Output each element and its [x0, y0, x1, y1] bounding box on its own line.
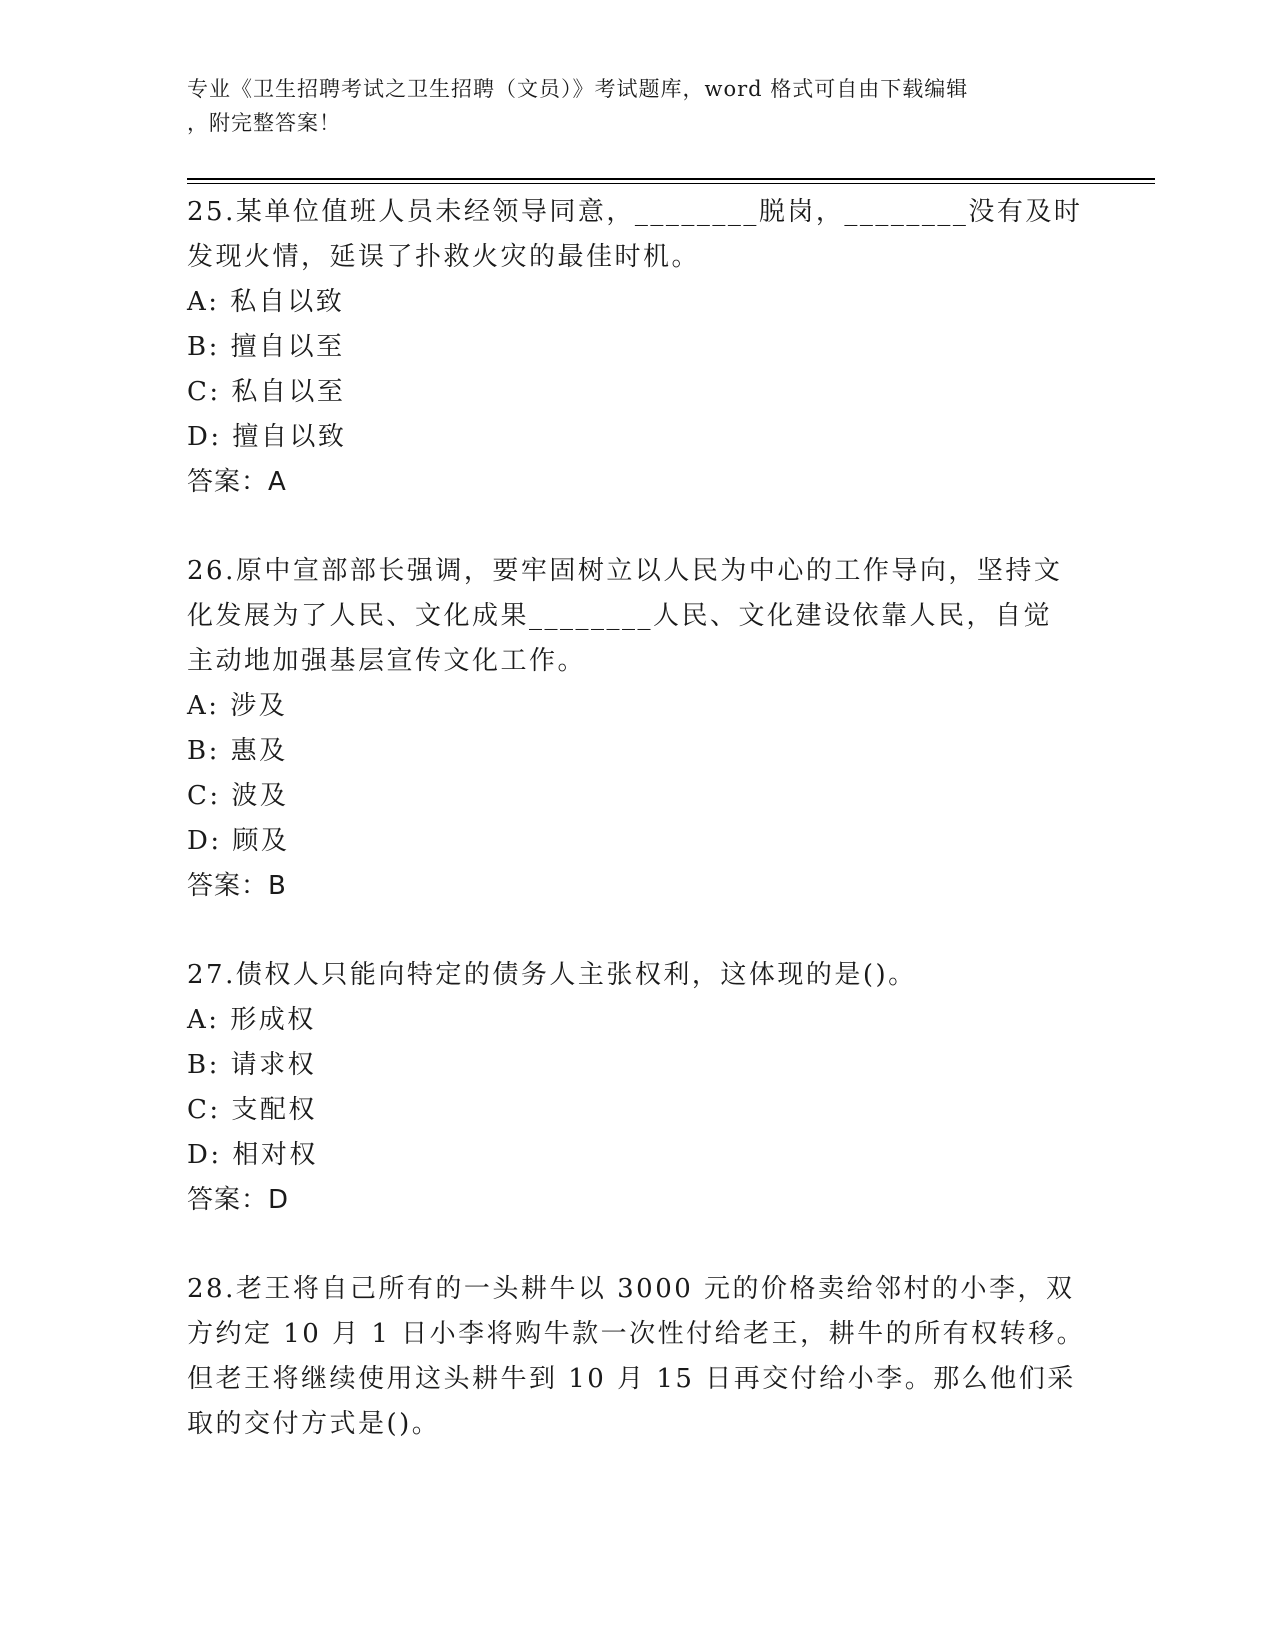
stem-line: 发现火情，延误了扑救火灾的最佳时机。 — [187, 242, 701, 272]
question-27 — [187, 953, 1087, 1223]
option-c: C: 支配权 — [187, 1095, 317, 1125]
stem-line: 化发展为了人民、文化成果________人民、文化建设依靠人民，自觉 — [187, 601, 1053, 631]
header-line-2: ，附完整答案！ — [187, 111, 341, 135]
answer-label: 答案：B — [187, 871, 287, 901]
option-a: A: 涉及 — [187, 691, 288, 721]
stem-line: 但老王将继续使用这头耕牛到 10 月 15 日再交付给小李。那么他们采 — [187, 1364, 1076, 1394]
header-line-1: 专业《卫生招聘考试之卫生招聘（文员）》考试题库，word 格式可自由下载编辑 — [187, 77, 969, 101]
stem-line: 主动地加强基层宣传文化工作。 — [187, 646, 587, 676]
question-stem — [187, 953, 1087, 998]
stem-line: 27.债权人只能向特定的债务人主张权利，这体现的是()。 — [187, 960, 917, 990]
answer-label: 答案：A — [187, 467, 287, 497]
question-28 — [187, 1267, 1087, 1447]
option-c: C: 波及 — [187, 781, 289, 811]
answer-label: 答案：D — [187, 1185, 290, 1215]
question-stem — [187, 190, 1087, 280]
stem-line: 25.某单位值班人员未经领导同意，________脱岗，________没有及时 — [187, 197, 1083, 227]
question-25 — [187, 190, 1087, 505]
option-d: D: 顾及 — [187, 826, 290, 856]
option-a: A: 私自以致 — [187, 287, 345, 317]
question-stem — [187, 1267, 1087, 1447]
header-divider-thin — [187, 183, 1155, 184]
question-list — [187, 190, 1087, 1491]
option-d: D: 擅自以致 — [187, 422, 347, 452]
option-b: B: 擅自以至 — [187, 332, 345, 362]
option-d: D: 相对权 — [187, 1140, 318, 1170]
question-stem — [187, 549, 1087, 684]
question-26 — [187, 549, 1087, 909]
option-b: B: 惠及 — [187, 736, 288, 766]
stem-line: 方约定 10 月 1 日小李将购牛款一次性付给老王，耕牛的所有权转移。 — [187, 1319, 1086, 1349]
option-c: C: 私自以至 — [187, 377, 346, 407]
stem-line: 26.原中宣部部长强调，要牢固树立以人民为中心的工作导向，坚持文 — [187, 556, 1063, 586]
option-a: A: 形成权 — [187, 1005, 316, 1035]
stem-line: 取的交付方式是()。 — [187, 1409, 441, 1439]
option-b: B: 请求权 — [187, 1050, 317, 1080]
document-header — [187, 72, 1087, 140]
header-divider-thick — [187, 178, 1155, 180]
stem-line: 28.老王将自己所有的一头耕牛以 3000 元的价格卖给邻村的小李，双 — [187, 1274, 1075, 1304]
